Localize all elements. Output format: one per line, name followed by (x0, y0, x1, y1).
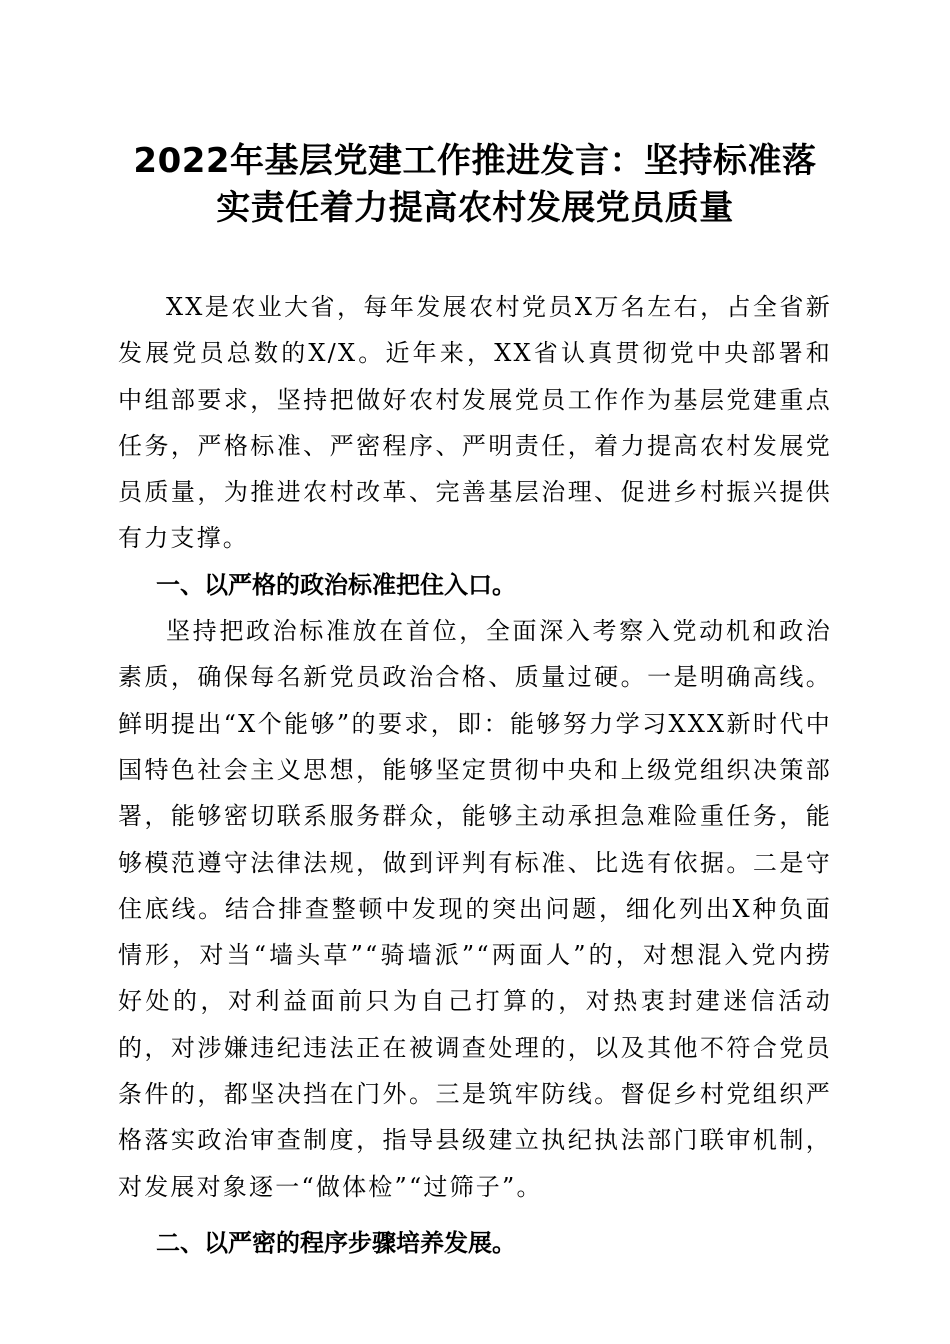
document-title (118, 138, 832, 232)
section-1-paragraph: 坚持把政治标准放在首位，全面深入考察入党动机和政治素质，确保每名新党员政治合格、质量过硬。一是明确高线。鲜明提出“X个能够”的要求，即：能够努力学习XXX新时代中国特色社会主义思想，能够坚定贯彻中央和上级党组织决策部署，能够密切联系服务群众，能够主动承担急难险重任务，能够模范遵守法律法规，做到评判有标准、比选有依据。二是守住底线。结合排查整顿中发现的突出问题，细化列出X种负面情形，对当“墙头草”“骑墙派”“两面人”的，对想混入党内捞好处的，对利益面前只为自己打算的，对热衷封建迷信活动的，对涉嫌违纪违法正在被调查处理的，以及其他不符合党员条件的，都坚决挡在门外。三是筑牢防线。督促乡村党组织严格落实政治审查制度，指导县级建立执纪执法部门联审机制，对发展对象逐一“做体检”“过筛子”。 (118, 617, 832, 1201)
title-line-1: 2022年基层党建工作推进发言：坚持标准落 (133, 141, 817, 181)
title-line-2: 实责任着力提高农村发展党员质量 (216, 188, 734, 228)
section-heading-1: 一、以严格的政治标准把住入口。 (156, 570, 516, 599)
intro-paragraph: XX是农业大省，每年发展农村党员X万名左右，占全省新发展党员总数的X/X。近年来，XX省认真贯彻党中央部署和中组部要求，坚持把做好农村发展党员工作作为基层党建重点任务，严格标准、严密程序、严明责任，着力提高农村发展党员质量，为推进农村改革、完善基层治理、促进乡村振兴提供有力支撑。 (118, 293, 832, 553)
section-heading-2: 二、以严密的程序步骤培养发展。 (156, 1228, 516, 1257)
document-body (118, 284, 832, 1266)
